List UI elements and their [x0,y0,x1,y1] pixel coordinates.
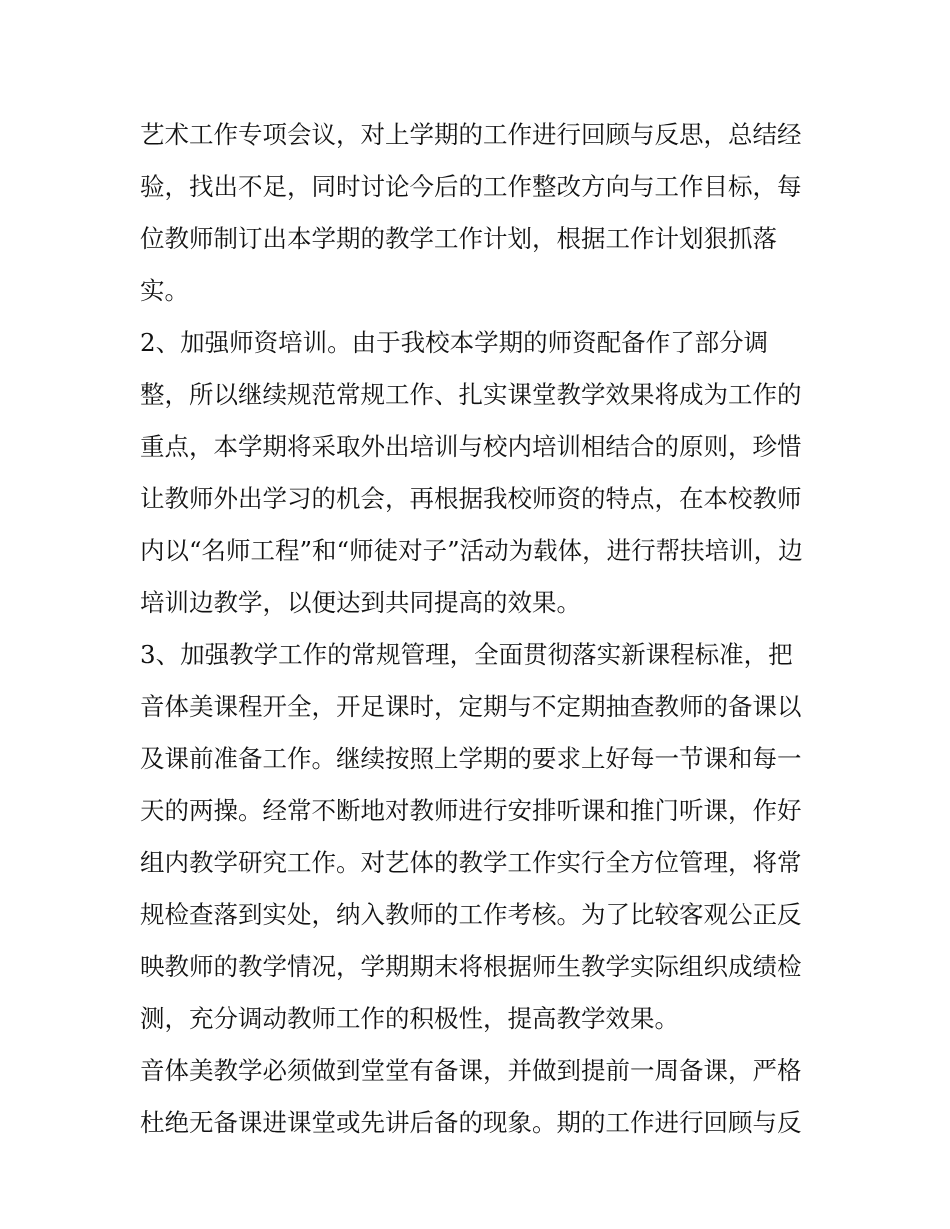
text-line: 及课前准备工作。继续按照上学期的要求上好每一节课和每一 [140,744,802,773]
text-line: 验，找出不足，同时讨论今后的工作整改方向与工作目标，每 [140,172,802,201]
text-line: 映教师的教学情况，学期期末将根据师生教学实际组织成绩检 [140,952,802,981]
text-line: 测，充分调动教师工作的积极性，提高教学效果。 [140,1004,679,1033]
text-line: 内以“名师工程”和“师徒对子”活动为载体，进行帮扶培训，边 [140,536,803,565]
text-line: 重点，本学期将采取外出培训与校内培训相结合的原则，珍惜 [140,432,802,461]
text-line: 2、加强师资培训。由于我校本学期的师资配备作了部分调 [140,328,769,357]
text-line: 艺术工作专项会议，对上学期的工作进行回顾与反思，总结经 [140,120,802,149]
text-line: 组内教学研究工作。对艺体的教学工作实行全方位管理，将常 [140,848,802,877]
text-line: 音体美课程开全，开足课时，定期与不定期抽查教师的备课以 [140,692,802,721]
text-line: 实。 [140,276,189,305]
text-line: 位教师制订出本学期的教学工作计划，根据工作计划狠抓落 [140,224,777,253]
text-line: 杜绝无备课进课堂或先讲后备的现象。期的工作进行回顾与反 [140,1108,802,1137]
text-line: 规检查落到实处，纳入教师的工作考核。为了比较客观公正反 [140,900,802,929]
text-line: 让教师外出学习的机会，再根据我校师资的特点，在本校教师 [140,484,802,513]
document-body [140,109,820,1149]
text-line: 天的两操。经常不断地对教师进行安排听课和推门听课，作好 [140,796,802,825]
text-line: 整，所以继续规范常规工作、扎实课堂教学效果将成为工作的 [140,380,802,409]
text-line: 3、加强教学工作的常规管理，全面贯彻落实新课程标准，把 [140,640,793,669]
text-line: 培训边教学，以便达到共同提高的效果。 [140,588,581,617]
text-line: 音体美教学必须做到堂堂有备课，并做到提前一周备课，严格 [140,1056,802,1085]
